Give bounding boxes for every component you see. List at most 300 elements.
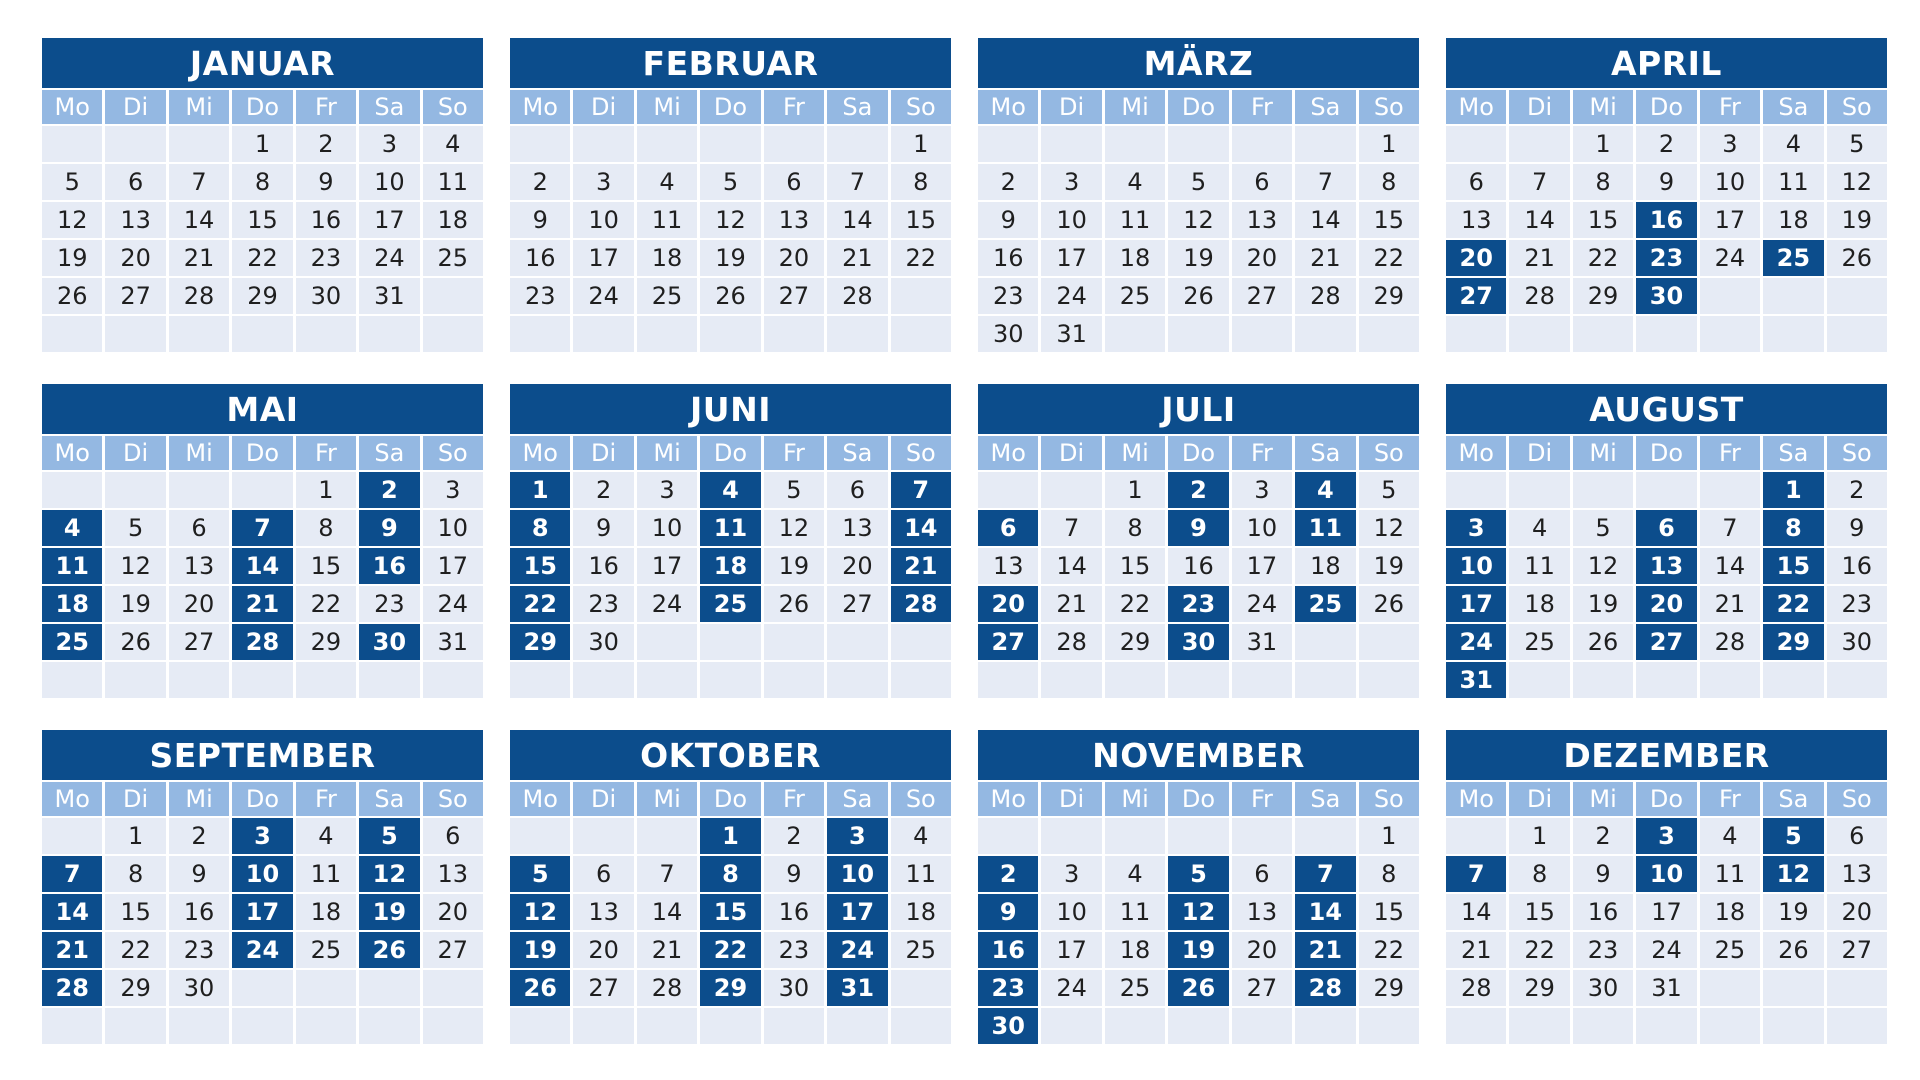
day-cell: 11 xyxy=(1509,548,1569,586)
day-cell: 19 xyxy=(764,548,824,586)
empty-day-cell xyxy=(232,472,292,510)
highlighted-day-cell: 9 xyxy=(978,894,1038,932)
day-cell: 22 xyxy=(1359,240,1419,278)
month-oktober xyxy=(510,730,951,1046)
highlighted-day-cell: 7 xyxy=(891,472,951,510)
weekday-header: Do xyxy=(1636,782,1696,818)
day-cell: 11 xyxy=(637,202,697,240)
empty-day-cell xyxy=(1509,316,1569,354)
empty-day-cell xyxy=(978,818,1038,856)
month-september xyxy=(42,730,483,1046)
empty-day-cell xyxy=(1763,970,1823,1008)
day-cell: 13 xyxy=(423,856,483,894)
day-cell: 26 xyxy=(1573,624,1633,662)
highlighted-day-cell: 11 xyxy=(700,510,760,548)
weekday-header: Mi xyxy=(169,782,229,818)
weekday-header: Mi xyxy=(1105,90,1165,126)
highlighted-day-cell: 25 xyxy=(1295,586,1355,624)
highlighted-day-cell: 22 xyxy=(1763,586,1823,624)
highlighted-day-cell: 3 xyxy=(232,818,292,856)
empty-day-cell xyxy=(1700,970,1760,1008)
day-cell: 27 xyxy=(1232,278,1292,316)
day-cell: 28 xyxy=(169,278,229,316)
weekday-header: Do xyxy=(1168,436,1228,472)
day-cell: 4 xyxy=(1105,856,1165,894)
empty-day-cell xyxy=(1636,1008,1696,1046)
highlighted-day-cell: 14 xyxy=(232,548,292,586)
highlighted-day-cell: 7 xyxy=(1295,856,1355,894)
highlighted-day-cell: 23 xyxy=(978,970,1038,1008)
empty-day-cell xyxy=(827,624,887,662)
empty-day-cell xyxy=(1041,818,1101,856)
weekday-header: Di xyxy=(1041,436,1101,472)
day-cell: 27 xyxy=(423,932,483,970)
empty-day-cell xyxy=(700,662,760,700)
day-cell: 24 xyxy=(1041,970,1101,1008)
day-cell: 25 xyxy=(296,932,356,970)
day-cell: 20 xyxy=(1232,240,1292,278)
day-cell: 26 xyxy=(105,624,165,662)
weekday-header: Sa xyxy=(359,782,419,818)
empty-day-cell xyxy=(1295,624,1355,662)
day-cell: 4 xyxy=(296,818,356,856)
highlighted-day-cell: 5 xyxy=(510,856,570,894)
weekday-header: Fr xyxy=(764,436,824,472)
day-cell: 27 xyxy=(764,278,824,316)
weekday-header: Mi xyxy=(637,436,697,472)
highlighted-day-cell: 12 xyxy=(1168,894,1228,932)
month-title: SEPTEMBER xyxy=(42,730,483,782)
day-cell: 1 xyxy=(1105,472,1165,510)
weekday-header: Fr xyxy=(1700,782,1760,818)
month-juli xyxy=(978,384,1419,700)
empty-day-cell xyxy=(1827,662,1887,700)
day-cell: 19 xyxy=(700,240,760,278)
highlighted-day-cell: 2 xyxy=(359,472,419,510)
highlighted-day-cell: 7 xyxy=(1446,856,1506,894)
month-title: JANUAR xyxy=(42,38,483,90)
empty-day-cell xyxy=(573,316,633,354)
highlighted-day-cell: 3 xyxy=(1636,818,1696,856)
weekday-header: So xyxy=(1827,436,1887,472)
day-cell: 29 xyxy=(1509,970,1569,1008)
weekday-header: Sa xyxy=(827,90,887,126)
empty-day-cell xyxy=(1446,818,1506,856)
highlighted-day-cell: 19 xyxy=(510,932,570,970)
weekday-header: Di xyxy=(105,436,165,472)
day-cell: 17 xyxy=(573,240,633,278)
day-cell: 29 xyxy=(1105,624,1165,662)
highlighted-day-cell: 18 xyxy=(700,548,760,586)
day-cell: 3 xyxy=(1700,126,1760,164)
day-cell: 7 xyxy=(637,856,697,894)
month-title: JULI xyxy=(978,384,1419,436)
day-cell: 11 xyxy=(423,164,483,202)
weekday-header: Mo xyxy=(510,90,570,126)
highlighted-day-cell: 30 xyxy=(978,1008,1038,1046)
day-cell: 22 xyxy=(105,932,165,970)
day-cell: 26 xyxy=(700,278,760,316)
highlighted-day-cell: 28 xyxy=(232,624,292,662)
highlighted-day-cell: 31 xyxy=(1446,662,1506,700)
day-cell: 13 xyxy=(827,510,887,548)
weekday-header: Do xyxy=(1168,782,1228,818)
empty-day-cell xyxy=(764,662,824,700)
empty-day-cell xyxy=(1700,662,1760,700)
empty-day-cell xyxy=(1446,472,1506,510)
weekday-header: Mi xyxy=(1105,782,1165,818)
highlighted-day-cell: 22 xyxy=(510,586,570,624)
day-cell: 21 xyxy=(1041,586,1101,624)
day-cell: 23 xyxy=(978,278,1038,316)
day-cell: 1 xyxy=(105,818,165,856)
day-cell: 10 xyxy=(1232,510,1292,548)
empty-day-cell xyxy=(296,316,356,354)
empty-day-cell xyxy=(510,662,570,700)
highlighted-day-cell: 16 xyxy=(978,932,1038,970)
day-cell: 20 xyxy=(423,894,483,932)
empty-day-cell xyxy=(1232,126,1292,164)
empty-day-cell xyxy=(637,316,697,354)
weekday-header: So xyxy=(423,90,483,126)
day-cell: 18 xyxy=(1295,548,1355,586)
day-cell: 1 xyxy=(1359,818,1419,856)
highlighted-day-cell: 10 xyxy=(232,856,292,894)
empty-day-cell xyxy=(296,662,356,700)
empty-day-cell xyxy=(637,818,697,856)
empty-day-cell xyxy=(1295,126,1355,164)
day-cell: 13 xyxy=(978,548,1038,586)
highlighted-day-cell: 12 xyxy=(510,894,570,932)
highlighted-day-cell: 1 xyxy=(510,472,570,510)
highlighted-day-cell: 30 xyxy=(359,624,419,662)
day-cell: 8 xyxy=(232,164,292,202)
day-cell: 23 xyxy=(1827,586,1887,624)
day-cell: 12 xyxy=(1827,164,1887,202)
empty-day-cell xyxy=(296,970,356,1008)
empty-day-cell xyxy=(1295,1008,1355,1046)
day-cell: 9 xyxy=(764,856,824,894)
day-cell: 28 xyxy=(1295,278,1355,316)
day-cell: 6 xyxy=(1232,164,1292,202)
day-cell: 12 xyxy=(1573,548,1633,586)
highlighted-day-cell: 28 xyxy=(1295,970,1355,1008)
day-cell: 5 xyxy=(764,472,824,510)
day-cell: 29 xyxy=(105,970,165,1008)
empty-day-cell xyxy=(1636,472,1696,510)
empty-day-cell xyxy=(1041,662,1101,700)
highlighted-day-cell: 25 xyxy=(42,624,102,662)
highlighted-day-cell: 4 xyxy=(42,510,102,548)
day-cell: 8 xyxy=(1573,164,1633,202)
empty-day-cell xyxy=(296,1008,356,1046)
day-cell: 12 xyxy=(105,548,165,586)
day-cell: 8 xyxy=(296,510,356,548)
day-cell: 9 xyxy=(978,202,1038,240)
highlighted-day-cell: 25 xyxy=(700,586,760,624)
highlighted-day-cell: 8 xyxy=(1763,510,1823,548)
highlighted-day-cell: 22 xyxy=(700,932,760,970)
day-cell: 20 xyxy=(1232,932,1292,970)
day-cell: 8 xyxy=(1359,164,1419,202)
empty-day-cell xyxy=(1446,1008,1506,1046)
day-cell: 19 xyxy=(1359,548,1419,586)
empty-day-cell xyxy=(1827,316,1887,354)
highlighted-day-cell: 31 xyxy=(827,970,887,1008)
weekday-header: Mo xyxy=(1446,782,1506,818)
empty-day-cell xyxy=(891,624,951,662)
highlighted-day-cell: 7 xyxy=(232,510,292,548)
empty-day-cell xyxy=(1763,278,1823,316)
day-cell: 12 xyxy=(42,202,102,240)
day-cell: 24 xyxy=(1041,278,1101,316)
empty-day-cell xyxy=(1573,472,1633,510)
day-cell: 16 xyxy=(1168,548,1228,586)
day-cell: 6 xyxy=(1827,818,1887,856)
highlighted-day-cell: 19 xyxy=(359,894,419,932)
weekday-header: Do xyxy=(700,782,760,818)
weekday-header: Sa xyxy=(1763,90,1823,126)
month-november xyxy=(978,730,1419,1046)
weekday-header: Di xyxy=(1509,436,1569,472)
month-title: APRIL xyxy=(1446,38,1887,90)
empty-day-cell xyxy=(700,624,760,662)
day-cell: 25 xyxy=(1509,624,1569,662)
day-cell: 11 xyxy=(891,856,951,894)
weekday-header: Mo xyxy=(1446,436,1506,472)
day-cell: 4 xyxy=(423,126,483,164)
empty-day-cell xyxy=(169,1008,229,1046)
highlighted-day-cell: 12 xyxy=(359,856,419,894)
empty-day-cell xyxy=(423,316,483,354)
empty-day-cell xyxy=(573,818,633,856)
day-cell: 16 xyxy=(169,894,229,932)
day-cell: 7 xyxy=(1700,510,1760,548)
day-cell: 24 xyxy=(637,586,697,624)
empty-day-cell xyxy=(42,472,102,510)
weekday-header: So xyxy=(891,436,951,472)
day-cell: 11 xyxy=(1105,202,1165,240)
empty-day-cell xyxy=(105,316,165,354)
weekday-header: Di xyxy=(573,90,633,126)
highlighted-day-cell: 12 xyxy=(1763,856,1823,894)
day-cell: 5 xyxy=(42,164,102,202)
highlighted-day-cell: 18 xyxy=(42,586,102,624)
day-cell: 5 xyxy=(1827,126,1887,164)
day-cell: 20 xyxy=(169,586,229,624)
weekday-header: Di xyxy=(105,782,165,818)
weekday-header: Di xyxy=(1041,90,1101,126)
day-cell: 23 xyxy=(764,932,824,970)
highlighted-day-cell: 14 xyxy=(1295,894,1355,932)
day-cell: 15 xyxy=(1359,894,1419,932)
day-cell: 8 xyxy=(105,856,165,894)
empty-day-cell xyxy=(978,662,1038,700)
day-cell: 15 xyxy=(296,548,356,586)
empty-day-cell xyxy=(827,316,887,354)
day-cell: 3 xyxy=(1041,856,1101,894)
highlighted-day-cell: 20 xyxy=(1446,240,1506,278)
empty-day-cell xyxy=(764,126,824,164)
highlighted-day-cell: 27 xyxy=(1636,624,1696,662)
day-cell: 18 xyxy=(1509,586,1569,624)
day-cell: 6 xyxy=(827,472,887,510)
day-cell: 2 xyxy=(1636,126,1696,164)
day-cell: 3 xyxy=(573,164,633,202)
day-cell: 2 xyxy=(573,472,633,510)
weekday-header: Do xyxy=(1636,436,1696,472)
day-cell: 14 xyxy=(1041,548,1101,586)
empty-day-cell xyxy=(169,316,229,354)
empty-day-cell xyxy=(1041,1008,1101,1046)
day-cell: 24 xyxy=(1232,586,1292,624)
month-title: MÄRZ xyxy=(978,38,1419,90)
empty-day-cell xyxy=(232,1008,292,1046)
day-cell: 9 xyxy=(510,202,570,240)
day-cell: 23 xyxy=(1573,932,1633,970)
empty-day-cell xyxy=(700,1008,760,1046)
weekday-header: Di xyxy=(105,90,165,126)
weekday-header: Fr xyxy=(296,782,356,818)
day-cell: 7 xyxy=(1295,164,1355,202)
day-cell: 10 xyxy=(1041,202,1101,240)
empty-day-cell xyxy=(764,1008,824,1046)
highlighted-day-cell: 10 xyxy=(1446,548,1506,586)
empty-day-cell xyxy=(510,126,570,164)
weekday-header: Mi xyxy=(637,90,697,126)
weekday-header: Di xyxy=(1509,782,1569,818)
empty-day-cell xyxy=(1295,662,1355,700)
day-cell: 1 xyxy=(232,126,292,164)
day-cell: 28 xyxy=(827,278,887,316)
month-title: FEBRUAR xyxy=(510,38,951,90)
weekday-header: Mi xyxy=(637,782,697,818)
day-cell: 13 xyxy=(105,202,165,240)
day-cell: 3 xyxy=(637,472,697,510)
day-cell: 13 xyxy=(1446,202,1506,240)
weekday-header: Sa xyxy=(827,436,887,472)
empty-day-cell xyxy=(510,818,570,856)
day-cell: 27 xyxy=(827,586,887,624)
weekday-header: Fr xyxy=(1700,90,1760,126)
highlighted-day-cell: 16 xyxy=(1636,202,1696,240)
day-cell: 6 xyxy=(169,510,229,548)
day-cell: 13 xyxy=(573,894,633,932)
weekday-header: Fr xyxy=(764,782,824,818)
day-cell: 16 xyxy=(510,240,570,278)
weekday-header: Mo xyxy=(978,436,1038,472)
day-cell: 30 xyxy=(764,970,824,1008)
weekday-header: So xyxy=(423,782,483,818)
day-cell: 27 xyxy=(1232,970,1292,1008)
empty-day-cell xyxy=(1359,662,1419,700)
highlighted-day-cell: 17 xyxy=(827,894,887,932)
day-cell: 8 xyxy=(1509,856,1569,894)
day-cell: 10 xyxy=(573,202,633,240)
day-cell: 16 xyxy=(764,894,824,932)
day-cell: 9 xyxy=(169,856,229,894)
day-cell: 6 xyxy=(1232,856,1292,894)
day-cell: 22 xyxy=(1359,932,1419,970)
weekday-header: Do xyxy=(1168,90,1228,126)
day-cell: 6 xyxy=(105,164,165,202)
empty-day-cell xyxy=(891,970,951,1008)
empty-day-cell xyxy=(1763,662,1823,700)
day-cell: 17 xyxy=(1041,240,1101,278)
highlighted-day-cell: 30 xyxy=(1636,278,1696,316)
highlighted-day-cell: 25 xyxy=(1763,240,1823,278)
day-cell: 6 xyxy=(1446,164,1506,202)
weekday-header: Mo xyxy=(510,436,570,472)
day-cell: 11 xyxy=(1700,856,1760,894)
day-cell: 15 xyxy=(1359,202,1419,240)
weekday-header: Di xyxy=(573,436,633,472)
day-cell: 23 xyxy=(510,278,570,316)
empty-day-cell xyxy=(1359,1008,1419,1046)
day-cell: 11 xyxy=(296,856,356,894)
empty-day-cell xyxy=(1573,662,1633,700)
weekday-header: Di xyxy=(1509,90,1569,126)
highlighted-day-cell: 7 xyxy=(42,856,102,894)
empty-day-cell xyxy=(1763,316,1823,354)
day-cell: 16 xyxy=(573,548,633,586)
highlighted-day-cell: 14 xyxy=(42,894,102,932)
highlighted-day-cell: 17 xyxy=(1446,586,1506,624)
empty-day-cell xyxy=(1168,316,1228,354)
empty-day-cell xyxy=(573,1008,633,1046)
weekday-header: Mi xyxy=(1573,782,1633,818)
day-cell: 8 xyxy=(1105,510,1165,548)
day-cell: 1 xyxy=(1509,818,1569,856)
day-cell: 25 xyxy=(1105,970,1165,1008)
highlighted-day-cell: 26 xyxy=(510,970,570,1008)
empty-day-cell xyxy=(1700,1008,1760,1046)
day-cell: 19 xyxy=(1827,202,1887,240)
day-cell: 3 xyxy=(1232,472,1292,510)
day-cell: 24 xyxy=(1636,932,1696,970)
day-cell: 3 xyxy=(359,126,419,164)
empty-day-cell xyxy=(232,662,292,700)
empty-day-cell xyxy=(1763,1008,1823,1046)
day-cell: 25 xyxy=(423,240,483,278)
empty-day-cell xyxy=(42,126,102,164)
weekday-header: Mo xyxy=(978,782,1038,818)
day-cell: 4 xyxy=(891,818,951,856)
empty-day-cell xyxy=(1295,818,1355,856)
day-cell: 31 xyxy=(1636,970,1696,1008)
day-cell: 21 xyxy=(1446,932,1506,970)
highlighted-day-cell: 23 xyxy=(1168,586,1228,624)
empty-day-cell xyxy=(637,126,697,164)
day-cell: 31 xyxy=(359,278,419,316)
highlighted-day-cell: 8 xyxy=(700,856,760,894)
weekday-header: Sa xyxy=(1763,436,1823,472)
empty-day-cell xyxy=(1573,1008,1633,1046)
highlighted-day-cell: 6 xyxy=(1636,510,1696,548)
month-juni xyxy=(510,384,951,700)
day-cell: 22 xyxy=(1573,240,1633,278)
empty-day-cell xyxy=(105,472,165,510)
weekday-header: So xyxy=(1359,782,1419,818)
empty-day-cell xyxy=(169,472,229,510)
day-cell: 15 xyxy=(1573,202,1633,240)
weekday-header: So xyxy=(1827,782,1887,818)
highlighted-day-cell: 27 xyxy=(978,624,1038,662)
day-cell: 20 xyxy=(827,548,887,586)
highlighted-day-cell: 28 xyxy=(891,586,951,624)
empty-day-cell xyxy=(1105,818,1165,856)
day-cell: 25 xyxy=(637,278,697,316)
